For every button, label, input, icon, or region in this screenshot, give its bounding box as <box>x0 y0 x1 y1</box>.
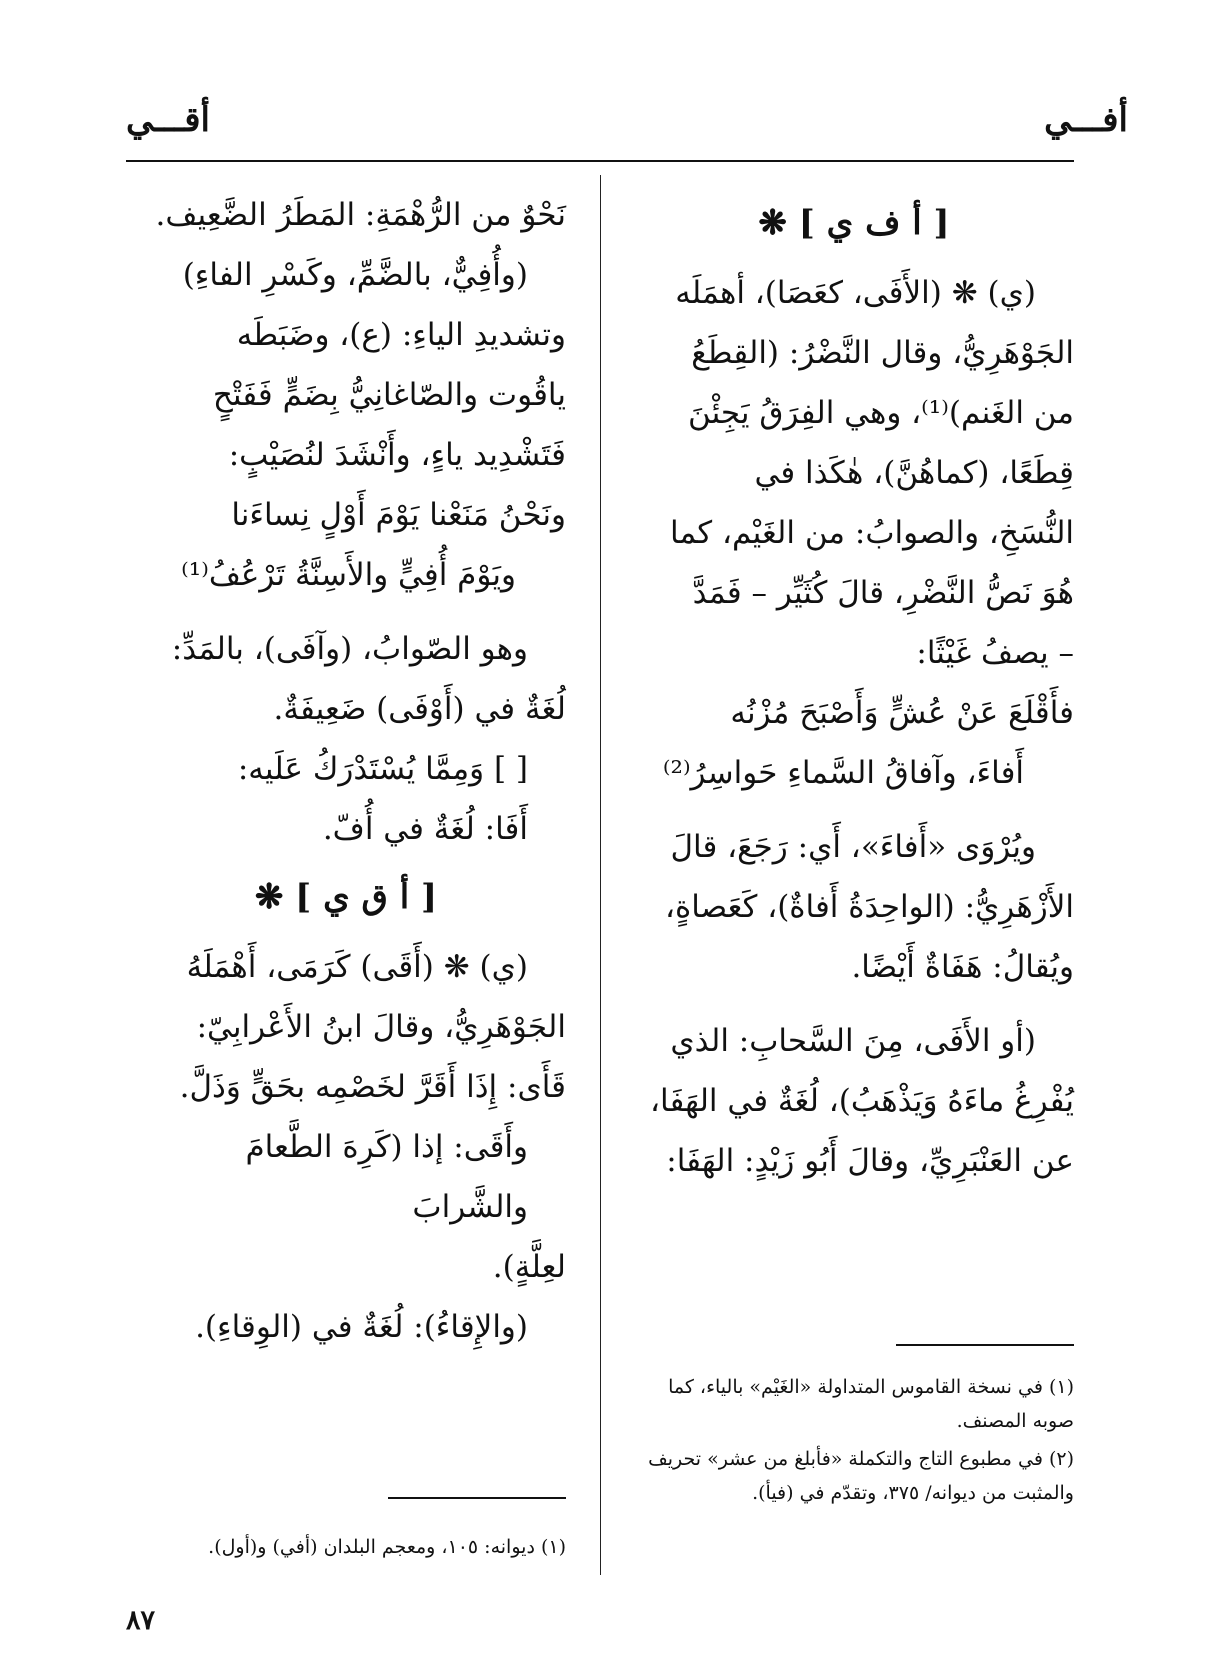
footnote-rule-right <box>896 1344 1074 1346</box>
text-line: ياقُوت والصّاغانِيُّ بِضَمٍّ فَفَتْحٍ <box>212 377 566 413</box>
left-column <box>126 185 566 1357</box>
footnote-rule-left <box>388 1497 566 1499</box>
text-line: قَأَى: إِذَا أَقَرَّ لخَصْمِه بحَقٍّ وَذَلَّ. <box>179 1069 566 1105</box>
column-divider <box>600 175 601 1575</box>
footnotes-left <box>126 1530 566 1568</box>
text-line: لُغَةٌ في (أَوْفَى) ضَعِيفَةٌ. <box>273 691 566 727</box>
page-number: ٨٧ <box>126 1605 156 1636</box>
text-line: الجَوْهَرِيُّ، وقالَ ابنُ الأَعْرابِيّ: <box>196 1009 566 1045</box>
text-line: هُوَ نَصُّ النَّضْرِ، قالَ كُثَيِّر – فَمَدَّ <box>692 575 1074 611</box>
right-column <box>634 185 1074 1191</box>
text-line: (وأُفِيٌّ، بالضَّمِّ، وكَسْرِ الفاءِ) <box>182 257 528 293</box>
text-line: يُفْرِغُ ماءَهُ وَيَذْهَبُ)، لُغَةٌ في الهَفَا، <box>650 1083 1074 1119</box>
text-line: وهو الصّوابُ، (وآفَى)، بالمَدِّ: <box>171 631 528 667</box>
footnote-1: (١) ديوانه: ١٠٥، ومعجم البلدان (أفي) و(أول). <box>208 1536 566 1558</box>
text-line: (ي) ❋ (أَقَى) كَرَمَى، أَهْمَلَهُ <box>186 949 528 985</box>
running-head-right: أفـــي <box>1044 100 1128 140</box>
text-line: عن العَنْبَرِيِّ، وقالَ أَبُو زَيْدٍ: الهَفَا: <box>666 1143 1074 1179</box>
text-line: من الغَنم)⁽¹⁾، وهي الفِرَقُ يَجِئْنَ <box>687 395 1074 431</box>
entry-title-afy: [ أ ف ي ] ❋ <box>758 203 950 243</box>
text-line: الأَزْهَرِيُّ: (الواحِدَةُ أَفاةٌ)، كَعَصاةٍ، <box>665 889 1074 925</box>
text-line: قِطَعًا، (كماهُنَّ)، هٰكَذا في <box>754 455 1074 491</box>
mustadrak-heading: [ ] وَمِمَّا يُسْتَدْرَكُ عَلَيه: <box>237 751 528 787</box>
footnotes-right <box>634 1370 1074 1514</box>
text-line: فَتَشْدِيد ياءٍ، وأَنْشَدَ لنُصَيْبٍ: <box>228 437 566 473</box>
text-line: ويُقالُ: هَفَاةٌ أَيْضًا. <box>851 949 1074 985</box>
verse-line: أَفاءَ، وآفاقُ السَّماءِ حَواسِرُ⁽²⁾ <box>662 755 1024 791</box>
text-line: ويُرْوَى «أَفاءَ»، أَي: رَجَعَ، قالَ <box>670 829 1036 865</box>
verse-line: فأَقْلَعَ عَنْ عُشٍّ وَأَصْبَحَ مُزْنُه <box>730 695 1074 731</box>
verse-line: ونَحْنُ مَنَعْنا يَوْمَ أَوْلٍ نِساءَنا <box>231 497 566 533</box>
verse-line: ويَوْمَ أُفِيٍّ والأَسِنَّةُ تَرْعُفُ⁽¹⁾ <box>181 557 516 593</box>
text-line: لعِلَّةٍ). <box>492 1249 566 1285</box>
text-line: – يصفُ غَيْثًا: <box>916 635 1074 671</box>
footnote-2: (٢) في مطبوع التاج والتكملة «فأبلغ من عشر» تحريف والمثبت من ديوانه/ ٣٧٥، وتقدّم في (فيأ). <box>648 1448 1074 1504</box>
text-line: نَحْوٌ من الرُّهْمَةِ: المَطَرُ الضَّعِيف. <box>155 197 566 233</box>
text-line: أَفَا: لُغَةٌ في أُفّ. <box>322 811 528 847</box>
text-line: (والإِقاءُ): لُغَةٌ في (الوِقاءِ). <box>195 1309 528 1345</box>
header-rule <box>126 160 1074 162</box>
text-line: الجَوْهَرِيُّ، وقال النَّضْرُ: (القِطَعُ <box>691 335 1074 371</box>
footnote-1: (١) في نسخة القاموس المتداولة «الغَيْم» بالياء، كما صوبه المصنف. <box>668 1376 1074 1432</box>
text-line: (ي) ❋ (الأَفَى، كعَصَا)، أهمَلَه <box>675 275 1036 311</box>
running-head-left: أقـــي <box>126 100 210 140</box>
text-line: وأَقَى: إذا (كَرِهَ الطَّعامَ والشَّرابَ <box>245 1129 528 1225</box>
text-line: وتشديدِ الياءِ: (ع)، وضَبَطَه <box>236 317 566 353</box>
text-line: النُّسَخِ، والصوابُ: من الغَيْم، كما <box>670 515 1074 551</box>
text-line: (أو الأَفَى، مِنَ السَّحابِ: الذي <box>670 1023 1036 1059</box>
entry-title-aqy: [ أ ق ي ] ❋ <box>254 877 438 917</box>
